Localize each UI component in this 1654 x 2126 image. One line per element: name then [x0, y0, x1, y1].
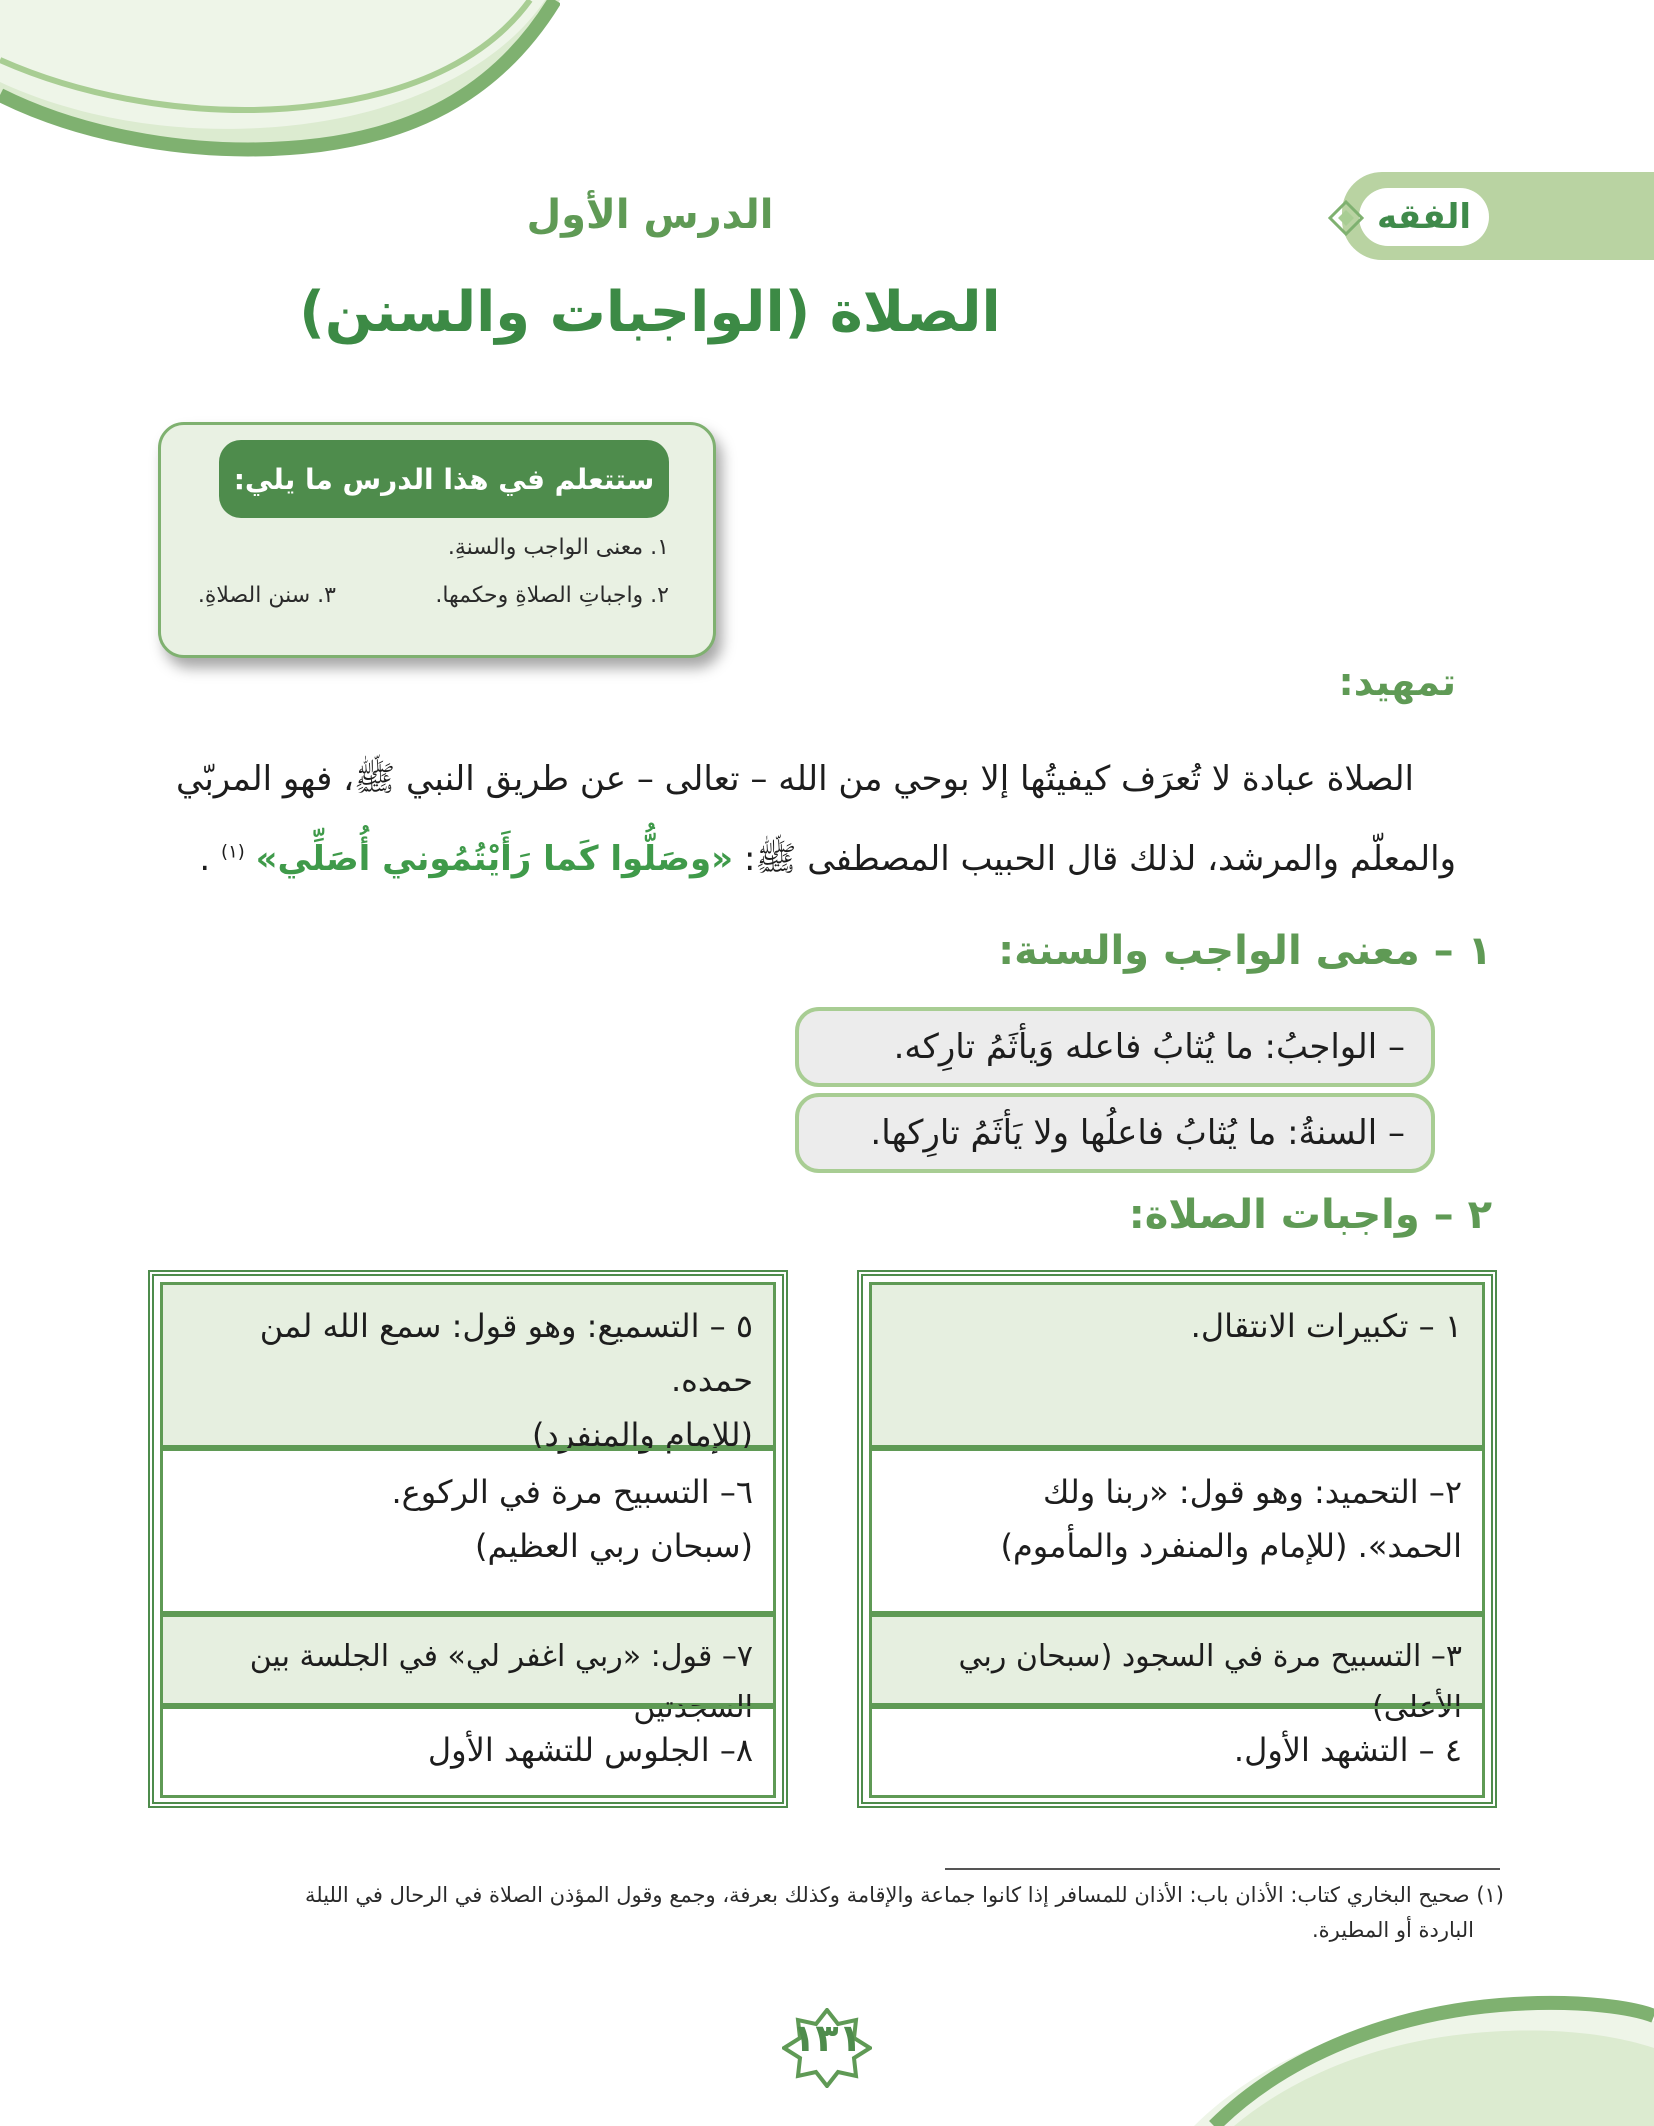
- footnote-line: (١) صحيح البخاري كتاب: الأذان باب: الأذان للمسافر إذا كانوا جماعة والإقامة وكذلك بعرفة، وجمع وقول المؤذن الصلاة في الرحال في الليلة: [304, 1883, 1504, 1907]
- subject-label: الفقه: [1359, 188, 1489, 246]
- lesson-title: الصلاة (الواجبات والسنن): [299, 280, 1001, 345]
- diamond-ornament-icon: [1328, 200, 1364, 236]
- intro-paragraph-line: الصلاة عبادة لا تُعرَف كيفيتُها إلا بوحي من الله – تعالى – عن طريق النبي ﷺ، فهو المربّي: [176, 759, 1414, 799]
- duty-text: ٢– التحميد: وهو قول: «ربنا ولك: [1043, 1473, 1462, 1511]
- duty-cell: [160, 1448, 776, 1614]
- duties-table-right: [857, 1270, 1497, 1808]
- sentence-end: .: [199, 839, 211, 879]
- definition-box: – الواجبُ: ما يُثابُ فاعله وَيأثَمُ تارِكه.: [795, 1007, 1435, 1087]
- intro-text: والمعلّم والمرشد، لذلك قال الحبيب المصطفى ﷺ:: [743, 839, 1456, 879]
- hadith-quote: «وصَلُّوا كَما رَأَيْتُمُوني أُصَلِّي»: [255, 839, 734, 879]
- duty-cell: [160, 1706, 776, 1798]
- duty-cell: [869, 1448, 1485, 1614]
- duty-text: (للإمام والمنفرد): [531, 1415, 753, 1454]
- duty-cell: [869, 1282, 1485, 1448]
- intro-heading: تمهيد:: [1338, 660, 1456, 704]
- section-heading: ٢ – واجبات الصلاة:: [1128, 1192, 1492, 1238]
- header-decoration: [0, 0, 560, 170]
- footnote-marker: (١): [221, 841, 245, 863]
- objective-item: ٢. واجباتِ الصلاةِ وحكمها.: [435, 583, 669, 608]
- duty-cell: [160, 1282, 776, 1454]
- duty-text: ١ – تكبيرات الانتقال.: [1190, 1307, 1462, 1345]
- duty-cell: [160, 1614, 776, 1725]
- footnote: [154, 1878, 1504, 1947]
- footnote-line: الباردة أو المطيرة.: [1312, 1917, 1474, 1942]
- duty-cell: [869, 1614, 1485, 1725]
- duty-cell: [869, 1706, 1485, 1798]
- duty-text: ٥ – التسميع: وهو قول: سمع الله لمن حمده.: [259, 1307, 753, 1400]
- duty-text: ٨– الجلوس للتشهد الأول: [427, 1731, 753, 1769]
- duty-text: ٣– التسبيح مرة في السجود (سبحان ربي الأعلى): [958, 1639, 1462, 1725]
- objective-item: ١. معنى الواجب والسنةِ.: [447, 535, 669, 560]
- duty-text: (سبحان ربي العظيم): [475, 1527, 753, 1566]
- section-heading: ١ – معنى الواجب والسنة:: [998, 928, 1492, 974]
- footer-decoration: [1194, 1976, 1654, 2126]
- objectives-heading: ستتعلم في هذا الدرس ما يلي:: [219, 440, 669, 518]
- definition-box: – السنةُ: ما يُثابُ فاعلُها ولا يَأثَمُ تارِكها.: [795, 1093, 1435, 1173]
- duty-text: الحمد». (للإمام والمنفرد والمأموم): [1000, 1527, 1462, 1566]
- page-number: ١٣١: [792, 2016, 862, 2060]
- duty-text: ٦– التسبيح مرة في الركوع.: [391, 1473, 753, 1511]
- duty-text: ٧– قول: «ربي اغفر لي» في الجلسة بين السجدتين: [249, 1639, 753, 1725]
- duties-table-left: [148, 1270, 788, 1808]
- objective-item: ٣. سنن الصلاةِ.: [197, 583, 336, 608]
- footnote-divider: [945, 1868, 1500, 1870]
- duty-text: ٤ – التشهد الأول.: [1233, 1731, 1462, 1769]
- intro-paragraph-line: [136, 838, 1456, 887]
- lesson-number: الدرس الأول: [526, 192, 774, 238]
